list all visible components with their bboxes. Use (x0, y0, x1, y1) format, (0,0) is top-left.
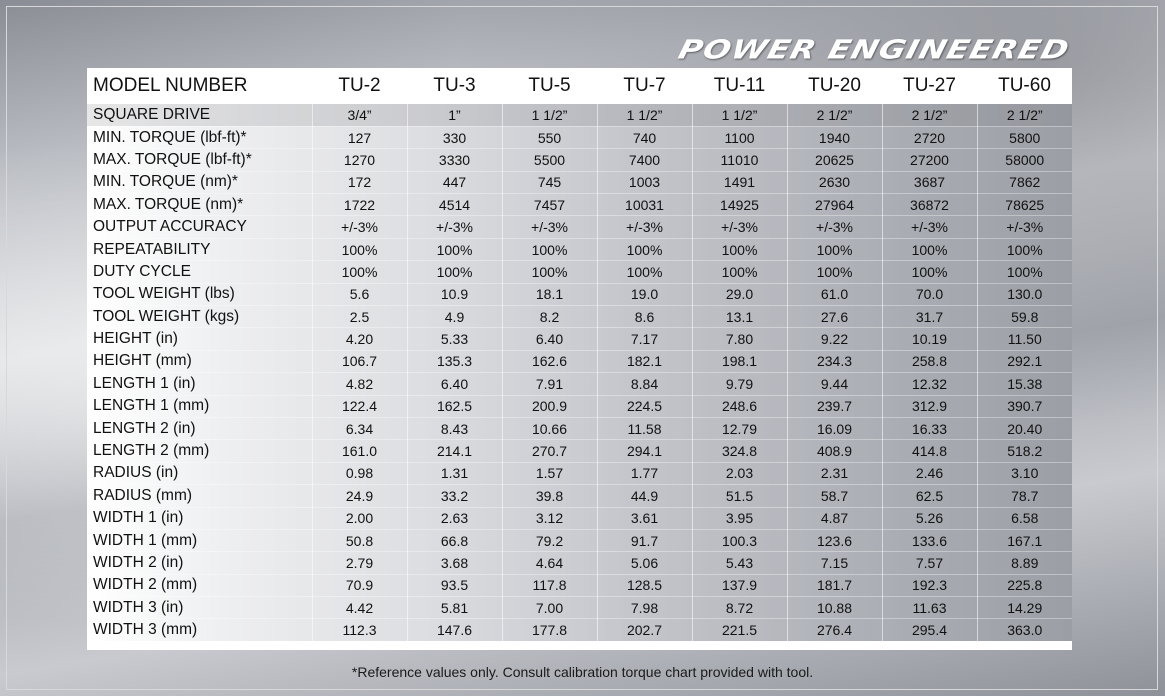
table-cell: 2.31 (787, 462, 882, 484)
table-cell: 4514 (407, 194, 502, 216)
row-label: MAX. TORQUE (nm)* (87, 194, 312, 216)
table-cell: +/-3% (312, 216, 407, 238)
table-cell: 1003 (597, 171, 692, 193)
table-cell: +/-3% (787, 216, 882, 238)
table-cell: 127 (312, 126, 407, 148)
table-cell: 214.1 (407, 440, 502, 462)
table-cell: 7.57 (882, 552, 977, 574)
table-cell: 5.26 (882, 507, 977, 529)
table-cell: 7.00 (502, 597, 597, 619)
table-cell: 100% (407, 261, 502, 283)
table-cell: 224.5 (597, 395, 692, 417)
table-cell: 4.20 (312, 328, 407, 350)
table-cell: 2.79 (312, 552, 407, 574)
row-label: HEIGHT (mm) (87, 350, 312, 372)
table-row (87, 104, 1072, 126)
table-cell: 161.0 (312, 440, 407, 462)
table-cell: 135.3 (407, 350, 502, 372)
row-label: WIDTH 1 (mm) (87, 529, 312, 551)
table-cell: 1 1/2” (692, 104, 787, 126)
table-row (87, 507, 1072, 529)
table-cell: 39.8 (502, 485, 597, 507)
table-cell: 100% (882, 261, 977, 283)
table-cell: 2.63 (407, 507, 502, 529)
table-cell: 8.43 (407, 417, 502, 439)
brand-title: POWER ENGINEERED (675, 34, 1073, 66)
table-cell: 27.6 (787, 306, 882, 328)
table-cell: 295.4 (882, 619, 977, 641)
table-cell: 51.5 (692, 485, 787, 507)
table-cell: 2630 (787, 171, 882, 193)
table-cell: 100% (502, 261, 597, 283)
table-cell: 59.8 (977, 306, 1072, 328)
table-cell: 16.33 (882, 417, 977, 439)
table-cell: 1.77 (597, 462, 692, 484)
table-cell: 91.7 (597, 529, 692, 551)
table-cell: 8.72 (692, 597, 787, 619)
table-cell: 5800 (977, 126, 1072, 148)
table-cell: 79.2 (502, 529, 597, 551)
table-cell: 248.6 (692, 395, 787, 417)
table-row (87, 574, 1072, 596)
table-cell: 66.8 (407, 529, 502, 551)
table-row (87, 552, 1072, 574)
table-cell: 3.95 (692, 507, 787, 529)
table-cell: 276.4 (787, 619, 882, 641)
table-cell: 106.7 (312, 350, 407, 372)
row-label: REPEATABILITY (87, 238, 312, 260)
table-row (87, 149, 1072, 171)
table-cell: 33.2 (407, 485, 502, 507)
table-cell: 5.81 (407, 597, 502, 619)
spec-table-body (87, 104, 1072, 641)
table-cell: 18.1 (502, 283, 597, 305)
table-cell: 8.89 (977, 552, 1072, 574)
table-cell: 4.42 (312, 597, 407, 619)
table-cell: 4.82 (312, 373, 407, 395)
table-cell: 137.9 (692, 574, 787, 596)
table-cell: 5.06 (597, 552, 692, 574)
table-cell: 58.7 (787, 485, 882, 507)
table-cell: 117.8 (502, 574, 597, 596)
row-label: DUTY CYCLE (87, 261, 312, 283)
table-cell: 2720 (882, 126, 977, 148)
table-cell: 7862 (977, 171, 1072, 193)
row-label: MIN. TORQUE (lbf-ft)* (87, 126, 312, 148)
table-cell: +/-3% (502, 216, 597, 238)
header-model-number: MODEL NUMBER (87, 68, 312, 104)
table-cell: 12.32 (882, 373, 977, 395)
table-cell: 162.5 (407, 395, 502, 417)
table-cell: 10031 (597, 194, 692, 216)
table-cell: 167.1 (977, 529, 1072, 551)
table-cell: 294.1 (597, 440, 692, 462)
table-cell: 1722 (312, 194, 407, 216)
table-cell: 11.58 (597, 417, 692, 439)
row-label: WIDTH 3 (in) (87, 597, 312, 619)
table-cell: 100% (787, 238, 882, 260)
header-model: TU-3 (407, 68, 502, 104)
table-cell: +/-3% (977, 216, 1072, 238)
table-cell: 10.9 (407, 283, 502, 305)
table-cell: 123.6 (787, 529, 882, 551)
table-cell: 100% (787, 261, 882, 283)
row-label: OUTPUT ACCURACY (87, 216, 312, 238)
table-cell: 16.09 (787, 417, 882, 439)
table-cell: 7.80 (692, 328, 787, 350)
row-label: HEIGHT (in) (87, 328, 312, 350)
table-cell: 20.40 (977, 417, 1072, 439)
table-row (87, 597, 1072, 619)
table-cell: 100% (692, 238, 787, 260)
table-cell: 100% (977, 238, 1072, 260)
table-row (87, 462, 1072, 484)
table-row (87, 485, 1072, 507)
table-row (87, 194, 1072, 216)
table-cell: 13.1 (692, 306, 787, 328)
table-cell: 1 1/2” (502, 104, 597, 126)
table-cell: 147.6 (407, 619, 502, 641)
table-cell: 447 (407, 171, 502, 193)
table-cell: 12.79 (692, 417, 787, 439)
table-cell: 2.46 (882, 462, 977, 484)
table-cell: 0.98 (312, 462, 407, 484)
table-cell: 100% (597, 238, 692, 260)
row-label: TOOL WEIGHT (lbs) (87, 283, 312, 305)
table-cell: 100.3 (692, 529, 787, 551)
table-cell: 2 1/2” (787, 104, 882, 126)
table-cell: +/-3% (597, 216, 692, 238)
table-cell: 7457 (502, 194, 597, 216)
table-cell: 330 (407, 126, 502, 148)
table-row (87, 440, 1072, 462)
table-cell: 2.03 (692, 462, 787, 484)
table-cell: 8.84 (597, 373, 692, 395)
table-cell: 8.2 (502, 306, 597, 328)
table-row (87, 328, 1072, 350)
table-cell: 20625 (787, 149, 882, 171)
table-cell: 100% (312, 261, 407, 283)
header-model: TU-7 (597, 68, 692, 104)
table-cell: 50.8 (312, 529, 407, 551)
row-label: LENGTH 2 (in) (87, 417, 312, 439)
table-cell: 518.2 (977, 440, 1072, 462)
table-cell: 133.6 (882, 529, 977, 551)
table-cell: 6.34 (312, 417, 407, 439)
table-cell: 3/4” (312, 104, 407, 126)
table-cell: 5.6 (312, 283, 407, 305)
table-cell: 24.9 (312, 485, 407, 507)
table-cell: 3330 (407, 149, 502, 171)
header-model: TU-5 (502, 68, 597, 104)
spec-table-header (87, 68, 1072, 104)
table-cell: 100% (977, 261, 1072, 283)
table-cell: 14925 (692, 194, 787, 216)
table-cell: 27964 (787, 194, 882, 216)
header-model: TU-20 (787, 68, 882, 104)
table-cell: 239.7 (787, 395, 882, 417)
table-cell: 5.33 (407, 328, 502, 350)
row-label: MAX. TORQUE (lbf-ft)* (87, 149, 312, 171)
table-cell: 70.0 (882, 283, 977, 305)
table-cell: 100% (407, 238, 502, 260)
table-cell: 1940 (787, 126, 882, 148)
spec-table (87, 68, 1072, 642)
table-row (87, 306, 1072, 328)
table-cell: +/-3% (692, 216, 787, 238)
row-label: MIN. TORQUE (nm)* (87, 171, 312, 193)
table-cell: 745 (502, 171, 597, 193)
table-cell: 408.9 (787, 440, 882, 462)
table-cell: 270.7 (502, 440, 597, 462)
table-cell: 4.87 (787, 507, 882, 529)
table-cell: 2.5 (312, 306, 407, 328)
header-model: TU-2 (312, 68, 407, 104)
table-row (87, 238, 1072, 260)
table-cell: 177.8 (502, 619, 597, 641)
table-cell: 9.22 (787, 328, 882, 350)
table-cell: 6.58 (977, 507, 1072, 529)
table-row (87, 529, 1072, 551)
table-cell: 162.6 (502, 350, 597, 372)
table-cell: 414.8 (882, 440, 977, 462)
table-cell: 182.1 (597, 350, 692, 372)
table-cell: 44.9 (597, 485, 692, 507)
table-cell: 14.29 (977, 597, 1072, 619)
row-label: LENGTH 2 (mm) (87, 440, 312, 462)
table-cell: 3.61 (597, 507, 692, 529)
row-label: WIDTH 2 (in) (87, 552, 312, 574)
table-cell: 1.57 (502, 462, 597, 484)
table-cell: 3.12 (502, 507, 597, 529)
table-cell: 2.00 (312, 507, 407, 529)
table-row (87, 417, 1072, 439)
table-cell: 8.6 (597, 306, 692, 328)
table-cell: 122.4 (312, 395, 407, 417)
table-cell: 10.88 (787, 597, 882, 619)
table-cell: 93.5 (407, 574, 502, 596)
table-cell: 78.7 (977, 485, 1072, 507)
footnote: *Reference values only. Consult calibration torque chart provided with tool. (351, 664, 814, 680)
row-label: TOOL WEIGHT (kgs) (87, 306, 312, 328)
table-cell: 100% (597, 261, 692, 283)
row-label: LENGTH 1 (mm) (87, 395, 312, 417)
table-cell: 7.91 (502, 373, 597, 395)
table-cell: 172 (312, 171, 407, 193)
table-cell: 7400 (597, 149, 692, 171)
table-cell: 1491 (692, 171, 787, 193)
table-cell: 4.9 (407, 306, 502, 328)
table-cell: 181.7 (787, 574, 882, 596)
table-row (87, 350, 1072, 372)
table-row (87, 216, 1072, 238)
table-cell: 1” (407, 104, 502, 126)
table-cell: 100% (882, 238, 977, 260)
table-cell: 234.3 (787, 350, 882, 372)
table-cell: 15.38 (977, 373, 1072, 395)
table-cell: 70.9 (312, 574, 407, 596)
table-cell: 9.44 (787, 373, 882, 395)
header-row (87, 68, 1072, 104)
table-cell: 11.50 (977, 328, 1072, 350)
table-cell: 31.7 (882, 306, 977, 328)
table-cell: 1.31 (407, 462, 502, 484)
table-cell: 29.0 (692, 283, 787, 305)
table-cell: 112.3 (312, 619, 407, 641)
table-cell: 7.98 (597, 597, 692, 619)
table-cell: 2 1/2” (882, 104, 977, 126)
table-row (87, 126, 1072, 148)
table-cell: 100% (502, 238, 597, 260)
spec-table-container (87, 68, 1072, 650)
row-label: WIDTH 3 (mm) (87, 619, 312, 641)
row-label: LENGTH 1 (in) (87, 373, 312, 395)
table-cell: 1270 (312, 149, 407, 171)
table-cell: 130.0 (977, 283, 1072, 305)
table-cell: 61.0 (787, 283, 882, 305)
table-cell: +/-3% (407, 216, 502, 238)
table-cell: 6.40 (407, 373, 502, 395)
table-cell: 292.1 (977, 350, 1072, 372)
table-cell: 324.8 (692, 440, 787, 462)
row-label: RADIUS (mm) (87, 485, 312, 507)
table-cell: 128.5 (597, 574, 692, 596)
table-cell: 363.0 (977, 619, 1072, 641)
table-cell: 3687 (882, 171, 977, 193)
table-cell: 312.9 (882, 395, 977, 417)
table-cell: 36872 (882, 194, 977, 216)
header-model: TU-11 (692, 68, 787, 104)
table-cell: 78625 (977, 194, 1072, 216)
table-cell: 100% (312, 238, 407, 260)
table-row (87, 619, 1072, 641)
header-model: TU-60 (977, 68, 1072, 104)
row-label: RADIUS (in) (87, 462, 312, 484)
table-cell: 192.3 (882, 574, 977, 596)
table-cell: 3.10 (977, 462, 1072, 484)
table-cell: 221.5 (692, 619, 787, 641)
table-cell: 4.64 (502, 552, 597, 574)
table-cell: 62.5 (882, 485, 977, 507)
table-cell: 225.8 (977, 574, 1072, 596)
table-cell: 9.79 (692, 373, 787, 395)
table-cell: 58000 (977, 149, 1072, 171)
table-row (87, 283, 1072, 305)
table-cell: 1 1/2” (597, 104, 692, 126)
table-cell: 100% (692, 261, 787, 283)
table-cell: 7.15 (787, 552, 882, 574)
table-cell: 1100 (692, 126, 787, 148)
table-cell: 5500 (502, 149, 597, 171)
table-cell: 6.40 (502, 328, 597, 350)
table-cell: 550 (502, 126, 597, 148)
table-cell: 390.7 (977, 395, 1072, 417)
table-row (87, 171, 1072, 193)
table-cell: 258.8 (882, 350, 977, 372)
table-row (87, 373, 1072, 395)
table-row (87, 261, 1072, 283)
table-cell: 740 (597, 126, 692, 148)
table-cell: 11.63 (882, 597, 977, 619)
table-cell: 7.17 (597, 328, 692, 350)
table-cell: 2 1/2” (977, 104, 1072, 126)
table-cell: 10.66 (502, 417, 597, 439)
table-cell: 11010 (692, 149, 787, 171)
table-cell: 19.0 (597, 283, 692, 305)
table-cell: 202.7 (597, 619, 692, 641)
table-cell: 5.43 (692, 552, 787, 574)
header-model: TU-27 (882, 68, 977, 104)
table-cell: 27200 (882, 149, 977, 171)
row-label: WIDTH 2 (mm) (87, 574, 312, 596)
table-cell: 10.19 (882, 328, 977, 350)
table-row (87, 395, 1072, 417)
table-cell: 200.9 (502, 395, 597, 417)
row-label: SQUARE DRIVE (87, 104, 312, 126)
row-label: WIDTH 1 (in) (87, 507, 312, 529)
table-cell: 3.68 (407, 552, 502, 574)
table-cell: 198.1 (692, 350, 787, 372)
table-cell: +/-3% (882, 216, 977, 238)
